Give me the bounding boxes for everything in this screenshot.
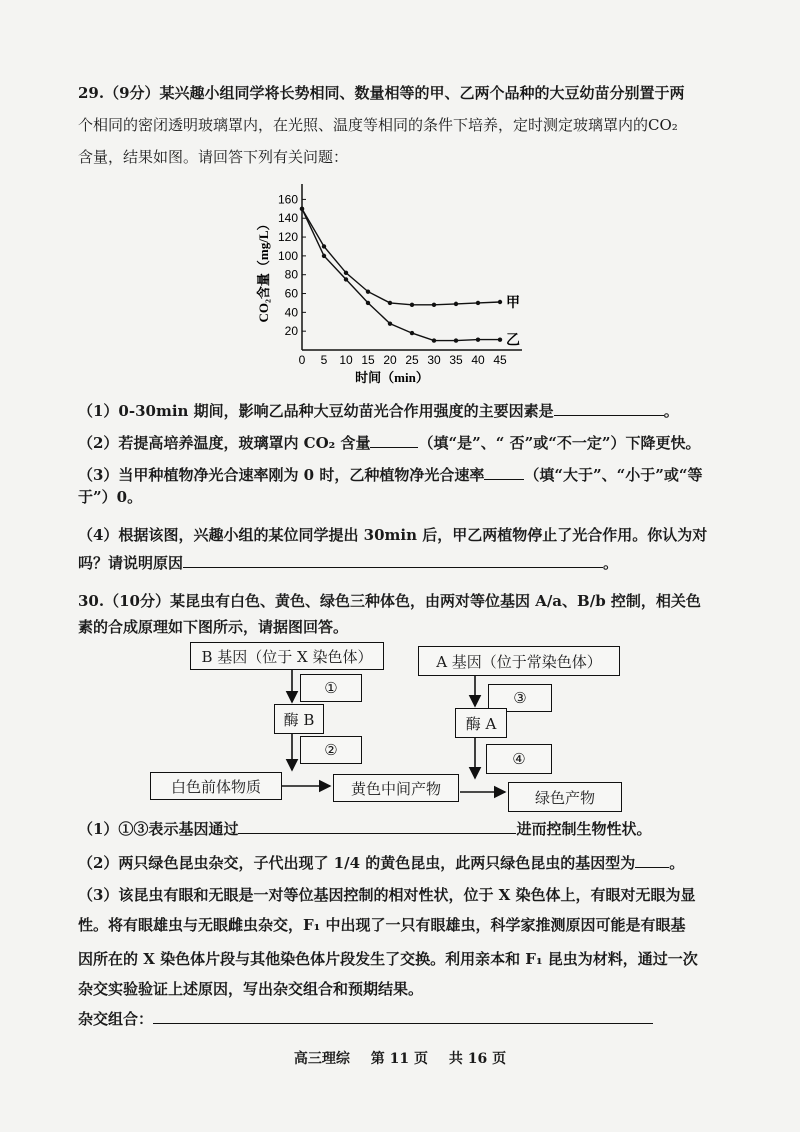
answer-blank[interactable] xyxy=(554,401,664,416)
data-point xyxy=(498,337,502,341)
q30-sub2-end: 。 xyxy=(669,854,685,872)
footer-total: 共 16 页 xyxy=(448,1051,507,1067)
y-tick-label: 140 xyxy=(277,211,298,226)
step-3-box: ③ xyxy=(488,684,552,712)
y-axis-label: CO₂含量（mg/L） xyxy=(256,217,271,323)
answer-blank[interactable] xyxy=(153,1009,653,1024)
y-tick-label: 20 xyxy=(284,324,298,339)
y-tick-label: 100 xyxy=(277,248,298,263)
q30-sub2-a: （2）两只绿色昆虫杂交，子代出现了 1/4 的黄色昆虫，此两只绿色昆虫的基因型为 xyxy=(78,854,636,872)
data-point xyxy=(432,303,436,307)
enzyme-b-box: 酶 B xyxy=(274,704,324,734)
x-tick-label: 30 xyxy=(427,353,441,367)
white-precursor-box: 白色前体物质 xyxy=(150,772,282,800)
answer-blank[interactable] xyxy=(370,433,418,448)
q30-sub3-line3: 因所在的 X 染色体片段与其他染色体片段发生了交换。利用亲本和 F₁ 昆虫为材料，通过一次 xyxy=(78,950,698,968)
q30-sub1 xyxy=(78,818,718,840)
q30-line2: 素的合成原理如下图所示，请据图回答。 xyxy=(78,618,349,636)
step-2-box: ② xyxy=(300,736,362,764)
x-axis-label: 时间（min） xyxy=(355,370,429,385)
y-tick-label: 40 xyxy=(284,305,298,320)
enzyme-a-box: 酶 A xyxy=(455,708,507,738)
data-point xyxy=(388,301,392,305)
footer-subject: 高三理综 xyxy=(293,1051,350,1067)
yellow-intermediate-box: 黄色中间产物 xyxy=(333,774,459,802)
q29-sub4-end: 。 xyxy=(603,554,619,572)
page-footer xyxy=(0,1048,800,1068)
q29-sub3 xyxy=(78,464,718,486)
y-tick-label: 60 xyxy=(284,286,298,301)
q29-sub2 xyxy=(78,432,718,454)
y-tick-label: 80 xyxy=(284,267,298,282)
data-point xyxy=(388,321,392,325)
footer-page: 第 11 页 xyxy=(370,1051,428,1067)
q29-line2: 个相同的密闭透明玻璃罩内，在光照、温度等相同的条件下培养，定时测定玻璃罩内的CO₂ xyxy=(78,116,678,134)
data-point xyxy=(432,338,436,342)
q29-line3: 含量，结果如图。请回答下列有关问题： xyxy=(78,148,349,166)
q29-sub4-cont xyxy=(78,552,718,574)
a-gene-box: A 基因（位于常染色体） xyxy=(418,646,620,676)
x-tick-label: 25 xyxy=(405,353,419,367)
x-tick-label: 45 xyxy=(493,353,507,367)
q29-sub4: （4）根据该图，兴趣小组的某位同学提出 30min 后，甲乙两植物停止了光合作用。你认为对 xyxy=(78,526,708,544)
data-point xyxy=(454,338,458,342)
data-point xyxy=(344,277,348,281)
q30-sub2 xyxy=(78,852,718,874)
q29-sub1-text: （1）0-30min 期间，影响乙品种大豆幼苗光合作用强度的主要因素是 xyxy=(78,402,554,420)
x-tick-label: 35 xyxy=(449,353,463,367)
y-tick-label: 160 xyxy=(277,192,298,207)
answer-blank[interactable] xyxy=(484,465,524,480)
q29-sub1 xyxy=(78,400,718,422)
step-4-box: ④ xyxy=(486,744,552,774)
data-point xyxy=(410,331,414,335)
q30-sub1-b: 进而控制生物性状。 xyxy=(516,820,652,838)
q30-sub3-line2: 性。将有眼雄虫与无眼雌虫杂交，F₁ 中出现了一只有眼雄虫，科学家推测原因可能是有眼基 xyxy=(78,916,686,934)
data-point xyxy=(366,289,370,293)
series-label: 甲 xyxy=(506,296,520,311)
q30-sub3-line1: （3）该昆虫有眼和无眼是一对等位基因控制的相对性状，位于 X 染色体上，有眼对无眼为显 xyxy=(78,886,696,904)
co2-chart xyxy=(250,180,540,390)
data-point xyxy=(322,244,326,248)
q29-sub3-a: （3）当甲种植物净光合速率刚为 0 时，乙种植物净光合速率 xyxy=(78,466,485,484)
data-point xyxy=(498,300,502,304)
q30-sub3-line4: 杂交实验验证上述原因，写出杂交组合和预期结果。 xyxy=(78,980,424,998)
cross-label: 杂交组合： xyxy=(78,1010,154,1028)
series-line-yi xyxy=(302,209,500,341)
q30-sub1-a: （1）①③表示基因通过 xyxy=(78,820,239,838)
q30-cross xyxy=(78,1008,718,1030)
data-point xyxy=(344,271,348,275)
answer-blank[interactable] xyxy=(238,819,516,834)
answer-blank[interactable] xyxy=(635,853,669,868)
x-tick-label: 20 xyxy=(383,353,397,367)
step-1-box: ① xyxy=(300,674,362,702)
q30-line1: 30.（10分）某昆虫有白色、黄色、绿色三种体色，由两对等位基因 A/a、B/b 控制，相关色 xyxy=(78,592,701,610)
series-label: 乙 xyxy=(506,333,520,349)
x-tick-label: 0 xyxy=(298,353,306,367)
b-gene-box: B 基因（位于 X 染色体） xyxy=(190,642,384,670)
q29-sub2-b: （填“是”、“ 否”或“不一定”）下降更快。 xyxy=(418,434,701,452)
answer-blank[interactable] xyxy=(183,553,603,568)
data-point xyxy=(300,207,304,211)
q29-sub4-b: 吗？请说明原因 xyxy=(78,554,184,572)
x-tick-label: 5 xyxy=(320,353,328,367)
data-point xyxy=(476,301,480,305)
data-point xyxy=(322,254,326,258)
q29-sub3-b: （填“大于”、“小于”或“等 xyxy=(524,466,703,484)
data-point xyxy=(476,337,480,341)
data-point xyxy=(454,302,458,306)
y-tick-label: 120 xyxy=(277,230,298,245)
x-tick-label: 40 xyxy=(471,353,485,367)
data-point xyxy=(366,301,370,305)
green-product-box: 绿色产物 xyxy=(508,782,622,812)
q29-sub1-end: 。 xyxy=(663,402,679,420)
q29-sub3-cont: 于”）0。 xyxy=(78,488,143,506)
q29-sub2-a: （2）若提高培养温度，玻璃罩内 CO₂ 含量 xyxy=(78,434,371,452)
x-tick-label: 15 xyxy=(361,353,375,367)
data-point xyxy=(410,303,414,307)
series-line-jia xyxy=(302,209,500,305)
x-tick-label: 10 xyxy=(339,353,353,367)
q29-line1: 29.（9分）某兴趣小组同学将长势相同、数量相等的甲、乙两个品种的大豆幼苗分别置于两 xyxy=(78,84,685,102)
